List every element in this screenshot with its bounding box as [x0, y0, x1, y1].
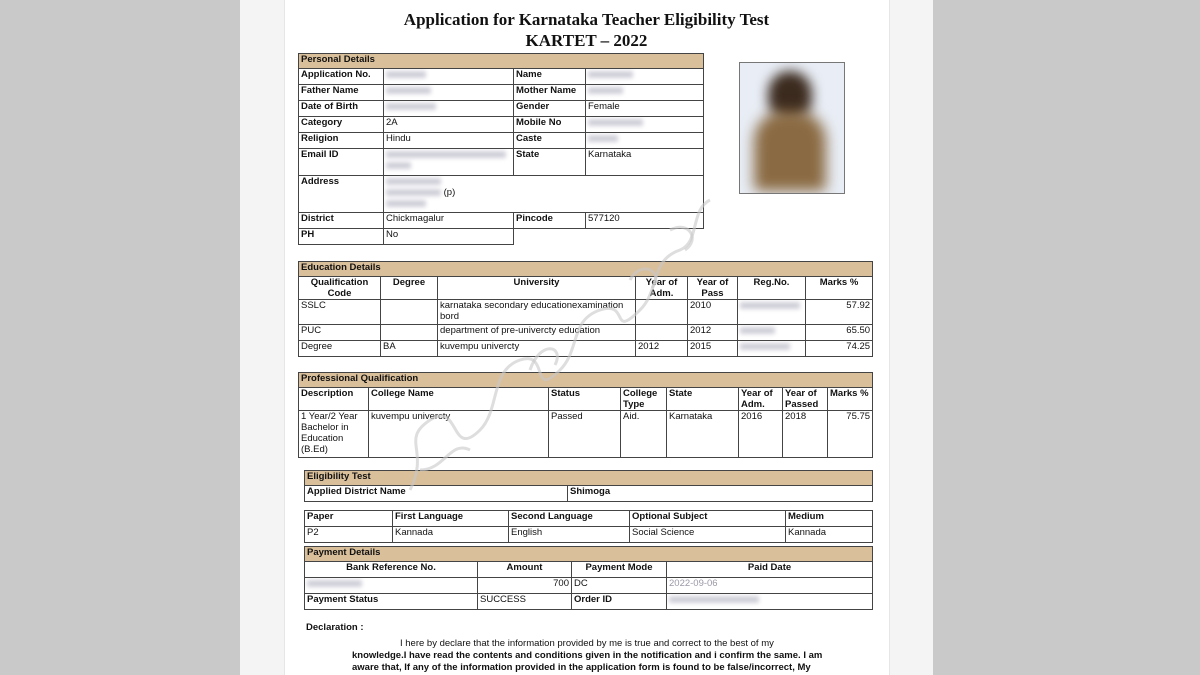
cell: SUCCESS: [478, 594, 572, 610]
label: Mobile No: [514, 117, 586, 133]
cell: 65.50: [806, 325, 873, 341]
cell: [381, 300, 438, 325]
label: Category: [299, 117, 384, 133]
column-header: Second Language: [509, 511, 630, 527]
declaration-label: Declaration :: [306, 622, 364, 633]
cell: Karnataka: [667, 411, 739, 458]
column-header: Description: [299, 388, 369, 411]
column-header: Bank Reference No.: [305, 562, 478, 578]
column-header: Year of Adm.: [636, 277, 688, 300]
column-header: College Type: [621, 388, 667, 411]
column-header: Status: [549, 388, 621, 411]
label: Caste: [514, 133, 586, 149]
cell: Passed: [549, 411, 621, 458]
table-row: [299, 300, 873, 325]
payment-details-table: [304, 546, 873, 610]
eligibility-test-header: Eligibility Test: [305, 471, 873, 486]
cell: [381, 325, 438, 341]
cell: 2016: [739, 411, 783, 458]
personal-details-header: Personal Details: [299, 54, 704, 69]
document-background: [240, 0, 933, 675]
redacted-value: [384, 69, 514, 85]
address-value: [384, 176, 704, 213]
cell: English: [509, 527, 630, 543]
value: Female: [586, 101, 704, 117]
value: 2A: [384, 117, 514, 133]
column-header: Medium: [786, 511, 873, 527]
value: Hindu: [384, 133, 514, 149]
redacted-value: [384, 85, 514, 101]
column-header: First Language: [393, 511, 509, 527]
cell: BA: [381, 341, 438, 357]
column-header: Payment Mode: [572, 562, 667, 578]
column-header: Paper: [305, 511, 393, 527]
payment-details-header: Payment Details: [305, 547, 873, 562]
address-fragment: (p): [443, 187, 456, 198]
column-header: Degree: [381, 277, 438, 300]
label: Gender: [514, 101, 586, 117]
cell: 700: [478, 578, 572, 594]
eligibility-papers-table: [304, 510, 873, 543]
label: Application No.: [299, 69, 384, 85]
declaration-line-3: aware that, If any of the information provided in the application form is found to be false/incorrect, My: [352, 662, 811, 673]
label: Father Name: [299, 85, 384, 101]
cell: PUC: [299, 325, 381, 341]
label: Pincode: [514, 213, 586, 229]
table-row: [305, 527, 873, 543]
cell: P2: [305, 527, 393, 543]
table-row: [305, 594, 873, 610]
cell: SSLC: [299, 300, 381, 325]
cell: 2012: [636, 341, 688, 357]
column-header: Marks %: [806, 277, 873, 300]
cell: Kannada: [786, 527, 873, 543]
value: Karnataka: [586, 149, 704, 176]
column-header: College Name: [369, 388, 549, 411]
cell: 74.25: [806, 341, 873, 357]
label: Order ID: [572, 594, 667, 610]
cell: [636, 300, 688, 325]
table-row: [299, 325, 873, 341]
cell: DC: [572, 578, 667, 594]
value: No: [384, 229, 514, 245]
cell: 2010: [688, 300, 738, 325]
label: Mother Name: [514, 85, 586, 101]
column-header: Year of Passed: [783, 388, 828, 411]
cell: 57.92: [806, 300, 873, 325]
column-header: Reg.No.: [738, 277, 806, 300]
label: Payment Status: [305, 594, 478, 610]
column-header: Paid Date: [667, 562, 873, 578]
label: District: [299, 213, 384, 229]
value: Shimoga: [568, 486, 873, 502]
redacted-value: [586, 85, 704, 101]
redacted-value: [384, 101, 514, 117]
cell: department of pre-univercty education: [438, 325, 636, 341]
cell: 1 Year/2 Year Bachelor in Education (B.Ed): [299, 411, 369, 458]
cell: Aid.: [621, 411, 667, 458]
redacted-value: [305, 578, 478, 594]
label: Religion: [299, 133, 384, 149]
value: Chickmagalur: [384, 213, 514, 229]
column-header: State: [667, 388, 739, 411]
cell: 75.75: [828, 411, 873, 458]
label: Address: [299, 176, 384, 213]
cell: karnataka secondary educationexamination bord: [438, 300, 636, 325]
label: State: [514, 149, 586, 176]
column-header: Year of Pass: [688, 277, 738, 300]
redacted-value: [586, 69, 704, 85]
cell: Kannada: [393, 527, 509, 543]
label: Name: [514, 69, 586, 85]
cell: 2022-09-06: [667, 578, 873, 594]
declaration-line-2: knowledge.I have read the contents and conditions given in the notification and i confirm the same. I am: [352, 650, 823, 661]
redacted-value: [384, 149, 514, 176]
redacted-value: [738, 325, 806, 341]
personal-details-table: [298, 53, 704, 245]
column-header: Marks %: [828, 388, 873, 411]
table-row: [305, 578, 873, 594]
redacted-value: [738, 300, 806, 325]
cell: [636, 325, 688, 341]
label: PH: [299, 229, 384, 245]
cell: kuvempu univercty: [438, 341, 636, 357]
professional-qualification-header: Professional Qualification: [299, 373, 873, 388]
redacted-value: [586, 133, 704, 149]
cell: 2012: [688, 325, 738, 341]
eligibility-test-table: [304, 470, 873, 502]
cell: Degree: [299, 341, 381, 357]
redacted-value: [586, 117, 704, 133]
title-line-2: KARTET – 2022: [525, 31, 648, 50]
professional-qualification-table: [298, 372, 873, 458]
column-header: Amount: [478, 562, 572, 578]
education-details-table: [298, 261, 873, 357]
cell: 2018: [783, 411, 828, 458]
declaration-line-1: I here by declare that the information provided by me is true and correct to the best of my: [400, 638, 774, 649]
cell: 2015: [688, 341, 738, 357]
redacted-value: [738, 341, 806, 357]
applicant-photo: [739, 62, 845, 194]
label: Email ID: [299, 149, 384, 176]
table-row: [299, 341, 873, 357]
column-header: Optional Subject: [630, 511, 786, 527]
cell: Social Science: [630, 527, 786, 543]
label: Applied District Name: [305, 486, 568, 502]
table-row: [299, 411, 873, 458]
education-details-header: Education Details: [299, 262, 873, 277]
column-header: University: [438, 277, 636, 300]
column-header: Qualification Code: [299, 277, 381, 300]
label: Date of Birth: [299, 101, 384, 117]
value: 577120: [586, 213, 704, 229]
title-line-1: Application for Karnataka Teacher Eligibility Test: [403, 10, 770, 29]
cell: kuvempu univercty: [369, 411, 549, 458]
column-header: Year of Adm.: [739, 388, 783, 411]
redacted-value: [667, 594, 873, 610]
